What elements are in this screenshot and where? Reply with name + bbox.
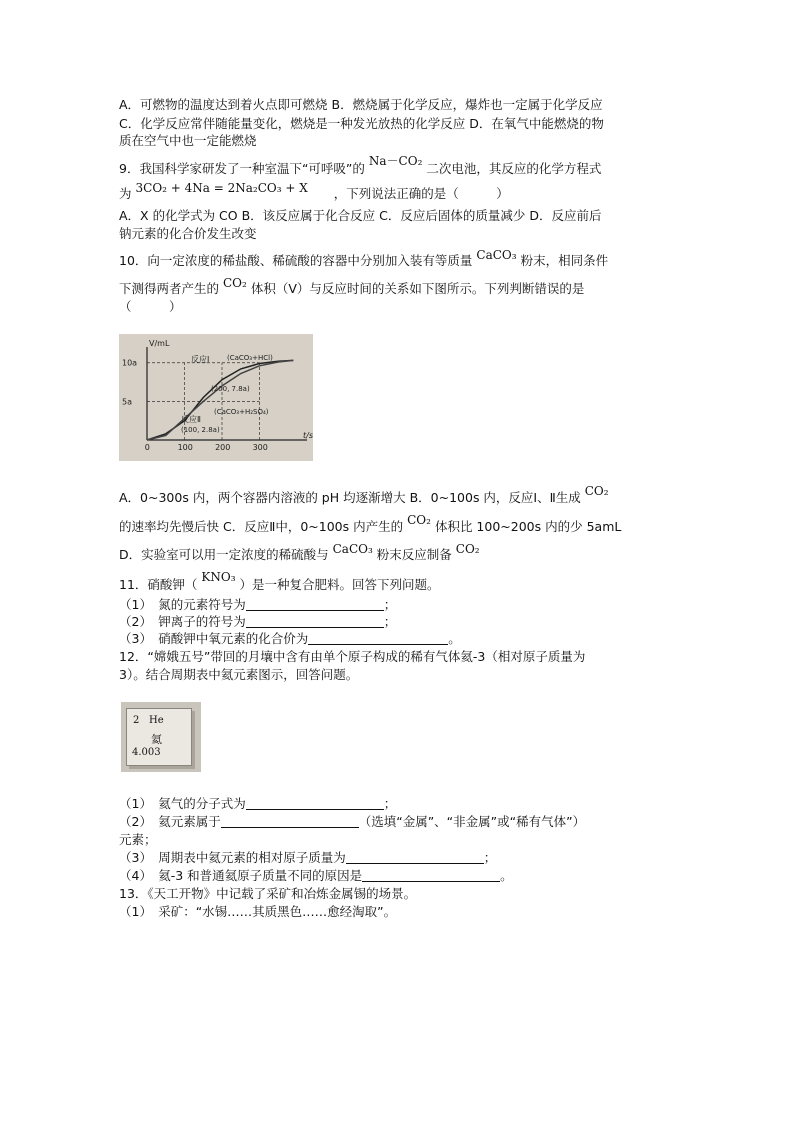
q8-option-line-3: 质在空气中也一定能燃烧	[119, 133, 257, 148]
q9-options-line-2: 钠元素的化合价发生改变	[119, 226, 257, 241]
q9-stem-a: 9．我国科学家研发了一种室温下“可呼吸”的	[119, 161, 365, 176]
q11-kno3: KNO₃	[201, 570, 236, 584]
q11-p1-semi: ；	[383, 597, 397, 612]
q10-stem-a: 10．向一定浓度的稀盐酸、稀硫酸的容器中分别加入装有等质量	[119, 253, 473, 268]
series-line-2	[147, 360, 293, 440]
x-tick-label: 200	[215, 443, 231, 452]
q11-stem-b: ）是一种复合肥料。回答下列问题。	[239, 577, 440, 592]
q11-p2-text: （2） 钾离子的符号为	[119, 614, 246, 629]
q11-part-1	[119, 597, 396, 613]
q11-stem	[119, 570, 440, 593]
q12-p1-blank[interactable]	[246, 797, 384, 810]
q10-option-line-2	[119, 513, 622, 535]
q10-opt-a-co2: CO₂	[584, 484, 609, 498]
q12-part-3	[119, 850, 496, 866]
q11-p1-blank[interactable]	[246, 598, 384, 611]
q10-opt-a: A．0~300s 内，两个容器内溶液的 pH 均逐渐增大 B．0~100s 内，反应Ⅰ、Ⅱ生成	[119, 490, 581, 505]
q10-stem-b: 粉末，相同条件	[520, 253, 609, 268]
q12-p1-text: （1） 氦气的分子式为	[119, 796, 246, 811]
q10-caco3: CaCO₃	[476, 248, 517, 262]
q12-p2-hint: （选填“金属”、“非金属”或“稀有气体”）	[358, 814, 586, 829]
q10-option-line-3	[119, 542, 480, 563]
annotation-point-100: (100, 2.8a)	[181, 426, 220, 434]
element-symbol: He	[149, 715, 164, 726]
q9-stem-line-1	[119, 154, 602, 177]
q11-stem-a: 11．硝酸钾（	[119, 577, 198, 592]
y-tick-label: 10a	[122, 358, 138, 368]
q12-line-1: 12．“嫦娥五号”带回的月壤中含有由单个原子构成的稀有气体氦-3（相对原子质量为	[119, 649, 586, 664]
q11-p3-text: （3） 硝酸钾中氧元素的化合价为	[119, 631, 309, 646]
q10-opt-b2: 体积比 100~200s 内的少 5amL	[434, 519, 622, 534]
y-tick-label: 5a	[122, 397, 132, 407]
q9-stem-b: 二次电池，其反应的化学方程式	[426, 161, 602, 176]
q12-p2-text: （2） 氦元素属于	[119, 814, 221, 829]
q8-option-line-1: A．可燃物的温度达到着火点即可燃烧 B．燃烧属于化学反应，爆炸也一定属于化学反应	[119, 97, 603, 112]
element-name: 氦	[151, 733, 162, 746]
q9-battery-formula: Na－CO₂	[368, 154, 423, 168]
q10-stem-c: 下测得两者产生的	[119, 281, 220, 296]
q9-stem-line-2	[119, 181, 509, 202]
x-axis-label: t/s	[303, 431, 313, 440]
q10-stem-line-2	[119, 276, 585, 297]
q13-line-2: （1） 采矿：“水锡……其质黑色……愈经淘取”。	[119, 904, 397, 919]
q9-options-line-1: A．X 的化学式为 CO B．该反应属于化合反应 C．反应后固体的质量减少 D．反应前后	[119, 208, 602, 223]
helium-element-card	[121, 702, 201, 772]
q10-opt-d: D．实验室可以用一定浓度的稀硫酸与	[119, 547, 329, 562]
annotation-reaction-2: 反应Ⅱ	[181, 415, 201, 424]
q8-option-line-2: C．化学反应常伴随能量变化，燃烧是一种发光放热的化学反应 D．在氧气中能燃烧的物	[119, 116, 604, 131]
q9-equation: 3CO₂ + 4Na = 2Na₂CO₃ + X	[135, 181, 308, 195]
q10-opt-d-caco3: CaCO₃	[332, 542, 373, 556]
helium-element-tile	[126, 708, 192, 766]
q9-stem-c: 为	[119, 186, 132, 201]
q12-part-2	[119, 814, 585, 830]
q12-line-2: 3）。结合周期表中氦元素图示，回答问题。	[119, 667, 359, 682]
q13-line-1: 13．《天工开物》中记载了采矿和冶炼金属锡的场景。	[119, 886, 417, 901]
q12-part-2-cont: 元素；	[119, 832, 157, 847]
q10-opt-b-co2: CO₂	[407, 513, 431, 527]
reaction-chart	[119, 334, 313, 461]
q10-option-line-1	[119, 484, 609, 506]
x-tick-label: 300	[252, 443, 268, 452]
q12-part-4	[119, 868, 513, 884]
q12-part-1	[119, 796, 396, 812]
q11-p2-blank[interactable]	[246, 615, 384, 628]
element-number: 2	[133, 715, 140, 726]
q10-stem-line-1	[119, 248, 609, 269]
q10-opt-d2: 粉末反应制备	[376, 547, 452, 562]
q12-p4-period: 。	[500, 868, 513, 883]
q12-p1-semi: ；	[383, 796, 397, 811]
q12-p2-blank[interactable]	[221, 815, 359, 828]
x-tick-label: 100	[177, 443, 193, 452]
q10-co2: CO₂	[223, 276, 247, 290]
q12-p4-blank[interactable]	[362, 869, 500, 882]
y-axis-label: V/mL	[149, 339, 170, 348]
reaction-chart-figure	[119, 334, 313, 461]
q10-opt-b: 的速率均先慢后快 C．反应Ⅱ中，0~100s 内产生的	[119, 519, 404, 534]
annotation-reaction-1: 反应Ⅰ	[191, 355, 210, 364]
q11-p1-text: （1） 氮的元素符号为	[119, 597, 246, 612]
element-mass: 4.003	[132, 747, 161, 758]
q12-p3-text: （3） 周期表中氦元素的相对原子质量为	[119, 850, 346, 865]
q10-opt-d-co2: CO₂	[455, 542, 480, 556]
annotation-point-200: (200, 7.8a)	[211, 385, 250, 393]
q11-p2-semi: ；	[383, 614, 397, 629]
q9-stem-d: ，下列说法正确的是（ ）	[333, 186, 509, 201]
q11-part-3	[119, 631, 461, 647]
q12-p3-blank[interactable]	[346, 851, 484, 864]
q10-paren: （ ）	[119, 299, 182, 314]
q11-p3-blank[interactable]	[308, 632, 448, 645]
q12-p3-semi: ；	[483, 850, 497, 865]
q11-p3-period: 。	[448, 631, 461, 646]
annotation-reaction-1-label: (CaCO₃+HCl)	[227, 354, 273, 362]
x-tick-label: 0	[144, 443, 150, 452]
q10-stem-d: 体积（V）与反应时间的关系如下图所示。下列判断错误的是	[250, 281, 585, 296]
q12-p4-text: （4） 氦-3 和普通氦原子质量不同的原因是	[119, 868, 363, 883]
series-line-1	[147, 360, 293, 440]
q11-part-2	[119, 614, 396, 630]
annotation-reaction-2-label: (CaCO₃+H₂SO₄)	[214, 408, 269, 416]
